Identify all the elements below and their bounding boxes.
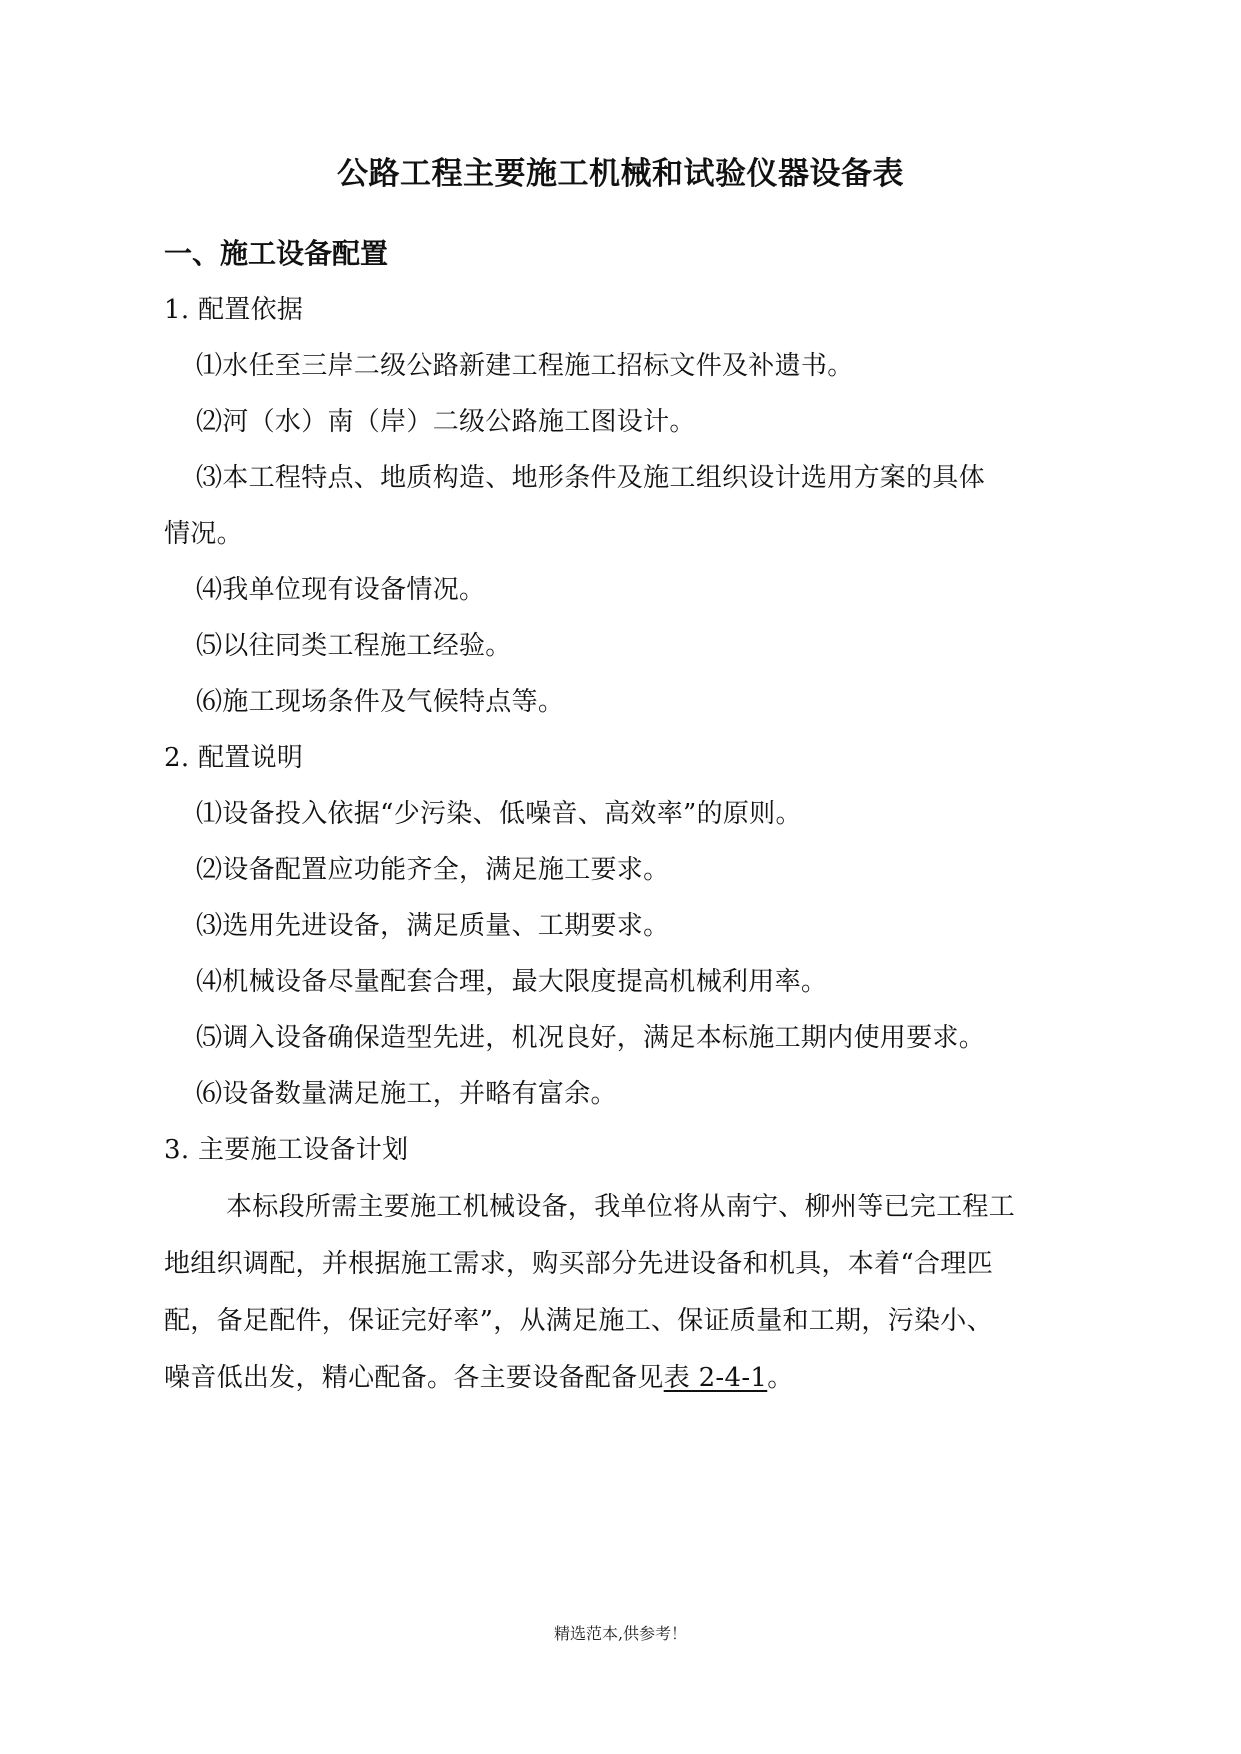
section-heading-equipment-config: 一、施工设备配置 bbox=[164, 237, 389, 270]
explanation-item-4: ⑷机械设备尽量配套合理，最大限度提高机械利用率。 bbox=[196, 967, 828, 997]
explanation-item-2: ⑵设备配置应功能齐全，满足施工要求。 bbox=[196, 855, 670, 885]
basis-item-3: ⑶本工程特点、地质构造、地形条件及施工组织设计选用方案的具体 bbox=[196, 463, 986, 493]
plan-paragraph-end-punct: 。 bbox=[767, 1363, 794, 1393]
basis-item-4: ⑷我单位现有设备情况。 bbox=[196, 575, 486, 605]
subsection-plan-label: 3. 主要施工设备计划 bbox=[164, 1135, 409, 1165]
explanation-item-3: ⑶选用先进设备，满足质量、工期要求。 bbox=[196, 911, 670, 941]
explanation-item-5: ⑸调入设备确保造型先进，机况良好，满足本标施工期内使用要求。 bbox=[196, 1023, 986, 1053]
plan-paragraph-line-3: 配，备足配件，保证完好率”，从满足施工、保证质量和工期，污染小、 bbox=[164, 1306, 993, 1336]
document-title: 公路工程主要施工机械和试验仪器设备表 bbox=[337, 156, 904, 192]
basis-item-1: ⑴水任至三岸二级公路新建工程施工招标文件及补遗书。 bbox=[196, 351, 854, 381]
basis-item-3-continuation: 情况。 bbox=[164, 519, 243, 549]
page-footer: 精选范本,供参考！ bbox=[553, 1624, 688, 1643]
explanation-item-1: ⑴设备投入依据“少污染、低噪音、高效率”的原则。 bbox=[196, 799, 802, 829]
subsection-explanation-label: 2. 配置说明 bbox=[164, 743, 304, 773]
basis-item-6: ⑹施工现场条件及气候特点等。 bbox=[196, 687, 565, 717]
subsection-basis-label: 1. 配置依据 bbox=[164, 295, 304, 325]
plan-paragraph-line-4-text: 噪音低出发，精心配备。各主要设备配备见 bbox=[164, 1363, 664, 1393]
basis-item-5: ⑸以往同类工程施工经验。 bbox=[196, 631, 512, 661]
plan-paragraph-line-2: 地组织调配，并根据施工需求，购买部分先进设备和机具，本着“合理匹 bbox=[164, 1249, 993, 1279]
plan-paragraph-line-4 bbox=[164, 1357, 794, 1394]
explanation-item-6: ⑹设备数量满足施工，并略有富余。 bbox=[196, 1079, 617, 1109]
table-reference-link[interactable]: 表 2-4-1 bbox=[663, 1363, 768, 1393]
basis-item-2: ⑵河（水）南（岸）二级公路施工图设计。 bbox=[196, 407, 696, 437]
plan-paragraph-line-1: 本标段所需主要施工机械设备，我单位将从南宁、柳州等已完工程工 bbox=[226, 1192, 1016, 1222]
